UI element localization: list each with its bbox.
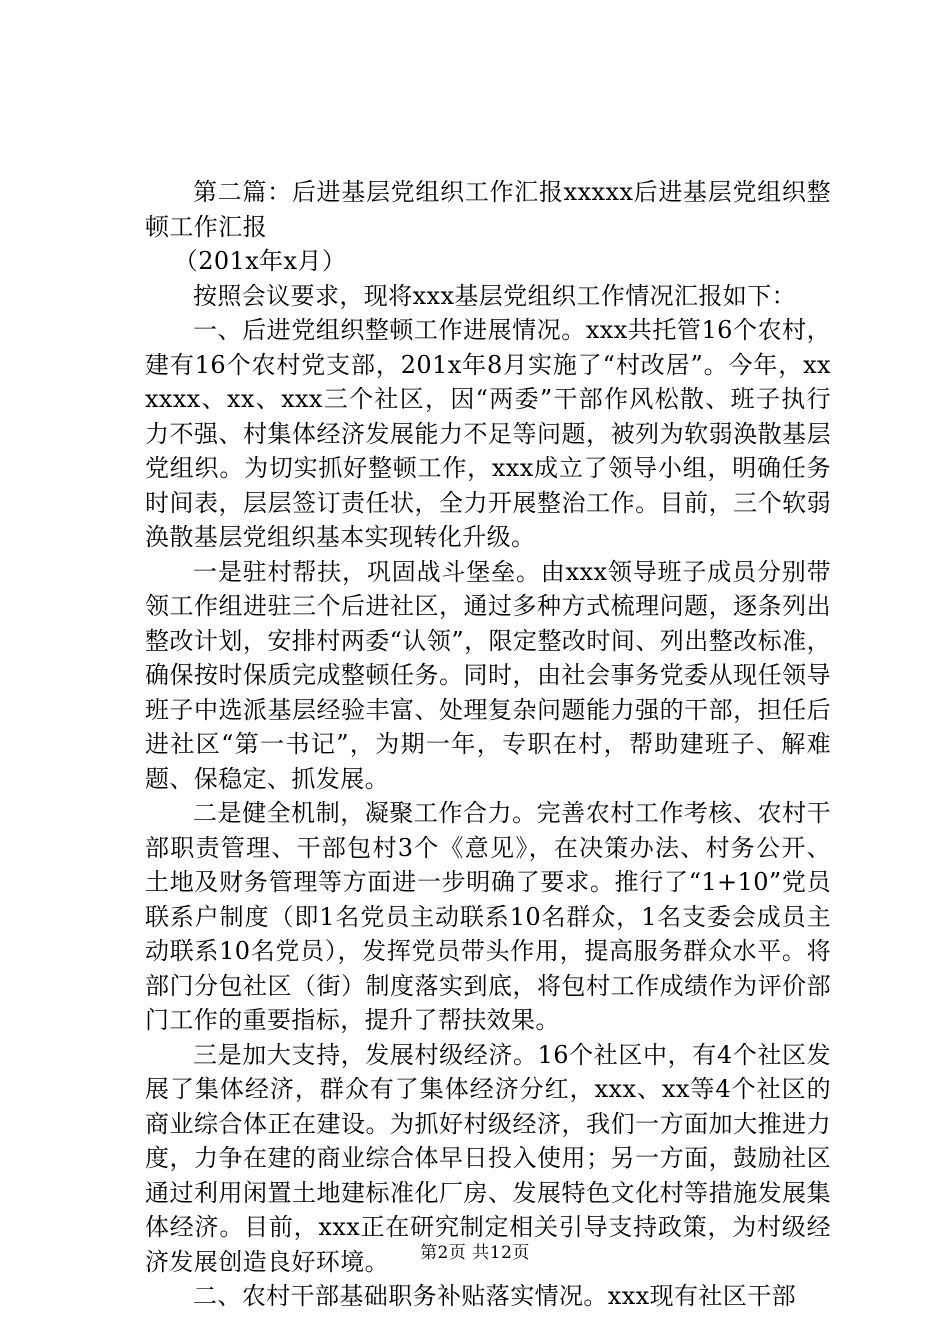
document-date: （201x年x月） (173, 247, 347, 275)
paragraph-point-3: 三是加大支持，发展村级经济。16个社区中，有4个社区发展了集体经济，群众有了集体经济分红，xxx、xx等4个社区的商业综合体正在建设。为抓好村级经济，我们一方面加大推进力度，力争在建的商业综合体早日投入使用；另一方面，鼓励社区通过利用闲置土地建标准化厂房、发展特色文化村等措施发展集体经济。目前，xxx正在研究制定相关引导支持政策，为村级经济发展创造良好环境。 (145, 1040, 831, 1276)
paragraph-section-2: 二、农村干部基础职务补贴落实情况。xxx现有社区干部 (193, 1282, 797, 1310)
paragraph-point-2: 二是健全机制，凝聚工作合力。完善农村工作考核、农村干部职责管理、干部包村3个《意见》，在决策办法、村务公开、土地及财务管理等方面进一步明确了要求。推行了“1+10”党员联系户制度（即1名党员主动联系10名群众，1名支委会成员主动联系10名党员），发挥党员带头作用，提高服务群众水平。将部门分包社区（街）制度落实到底，将包村工作成绩作为评价部门工作的重要指标，提升了帮扶效果。 (145, 799, 831, 1034)
page-number-footer: 第2页 共12页 (420, 1243, 530, 1263)
document-body (145, 175, 831, 1314)
document-title: 第二篇：后进基层党组织工作汇报xxxxx后进基层党组织整顿工作汇报 (145, 178, 831, 241)
paragraph-section-1: 一、后进党组织整顿工作进展情况。xxx共托管16个农村，建有16个农村党支部，201x年8月实施了“村改居”。今年，xxxxxx、xx、xxx三个社区，因“两委”干部作风松散、班子执行力不强、村集体经济发展能力不足等问题，被列为软弱涣散基层党组织。为切实抓好整顿工作，xxx成立了领导小组，明确任务时间表，层层签订责任状，全力开展整治工作。目前，三个软弱涣散基层党组织基本实现转化升级。 (145, 316, 831, 551)
paragraph-point-1: 一是驻村帮扶，巩固战斗堡垒。由xxx领导班子成员分别带领工作组进驻三个后进社区，通过多种方式梳理问题，逐条列出整改计划，安排村两委“认领”，限定整改时间、列出整改标准，确保按时保质完成整顿任务。同时，由社会事务党委从现任领导班子中选派基层经验丰富、处理复杂问题能力强的干部，担任后进社区“第一书记”，为期一年，专职在村，帮助建班子、解难题、保稳定、抓发展。 (145, 557, 831, 793)
paragraph-intro: 按照会议要求，现将xxx基层党组织工作情况汇报如下： (193, 281, 797, 310)
